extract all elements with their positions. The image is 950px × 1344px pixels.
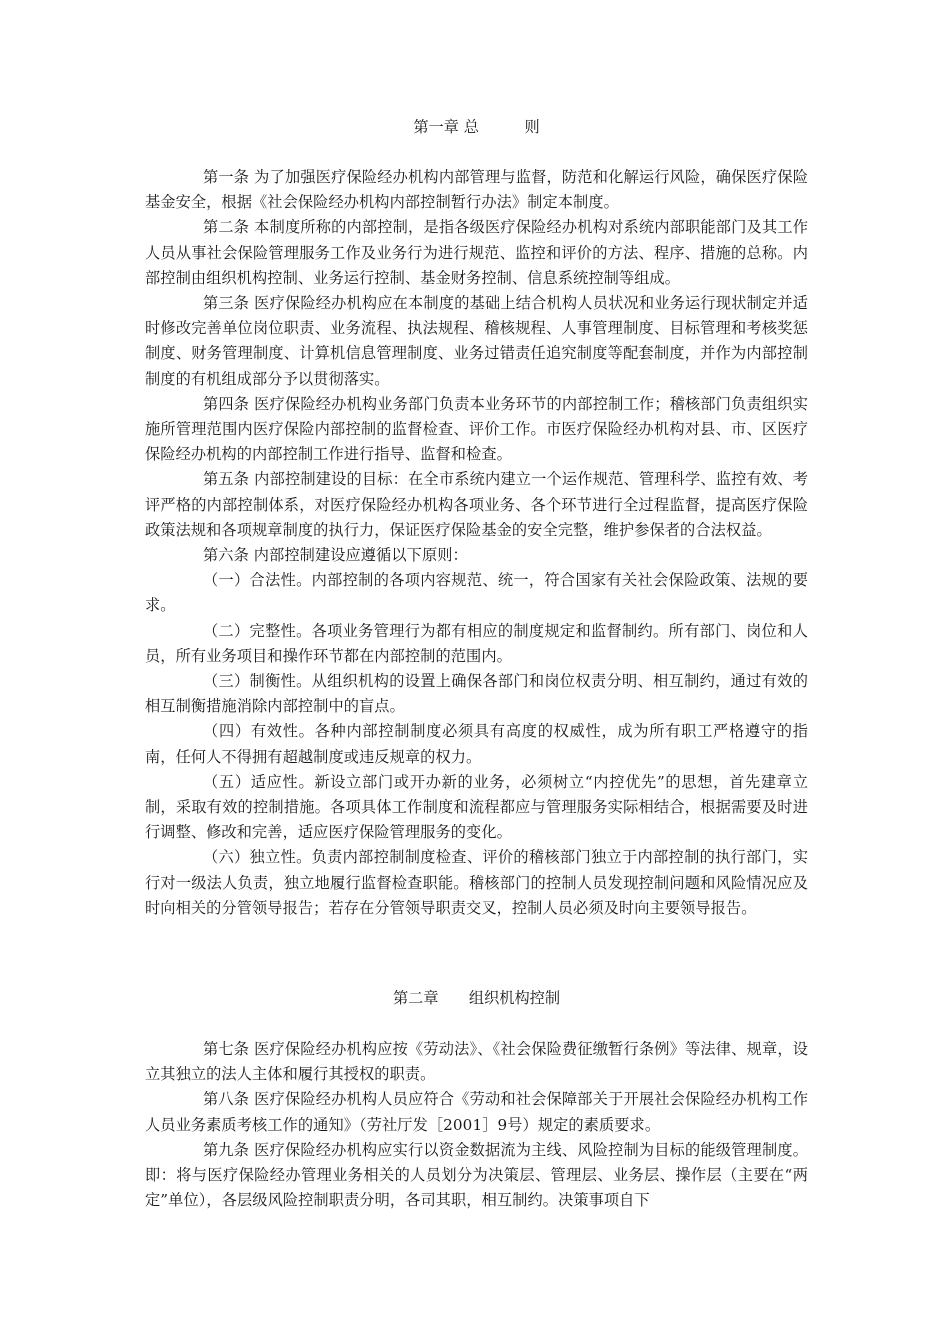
article-6: 第六条 内部控制建设应遵循以下原则： <box>203 546 468 565</box>
article-4: 第四条 医疗保险经办机构业务部门负责本业务环节的内部控制工作；稽核部门负责组织实施所管理范围内医疗保险内部控制的监督检查、评价工作。市医疗保险经办机构对县、市、区医疗保险经办机构的内部控制工作进行指导、监督和检查。 <box>145 394 808 464</box>
article-2: 第二条 本制度所称的内部控制，是指各级医疗保险经办机构对系统内部职能部门及其工作人员从事社会保险管理服务工作及业务行为进行规范、监控和评价的方法、程序、措施的总称。内部控制由组织机构控制、业务运行控制、基金财务控制、信息系统控制等组成。 <box>145 218 808 287</box>
chapter-2-title: 第二章 组织机构控制 <box>392 989 561 1007</box>
article-9: 第九条 医疗保险经办机构应实行以资金数据流为主线、风险控制为目标的能级管理制度。即：将与医疗保险经办管理业务相关的人员划分为决策层、管理层、业务层、操作层（主要在“两定”单位），各层级风险控制职责分明，各司其职，相互制约。决策事项自下 <box>145 1140 808 1210</box>
principle-5: （五）适应性。新设立部门或开办新的业务，必须树立“内控优先”的思想，首先建章立制，采取有效的控制措施。各项具体工作制度和流程都应与管理服务实际相结合，根据需要及时进行调整、修改和完善，适应医疗保险管理服务的变化。 <box>145 772 808 842</box>
article-8: 第八条 医疗保险经办机构人员应符合《劳动和社会保障部关于开展社会保险经办机构工作人员业务素质考核工作的通知》（劳社厅发［2001］9号）规定的素质要求。 <box>145 1090 808 1134</box>
chapter-1-title: 第一章 总 则 <box>413 118 540 136</box>
principle-4: （四）有效性。各种内部控制制度必须具有高度的权威性，成为所有职工严格遵守的指南，任何人不得拥有超越制度或违反规章的权力。 <box>145 722 808 766</box>
article-7: 第七条 医疗保险经办机构应按《劳动法》、《社会保险费征缴暂行条例》等法律、规章，设立其独立的法人主体和履行其授权的职责。 <box>145 1040 808 1084</box>
principle-2: （二）完整性。各项业务管理行为都有相应的制度规定和监督制约。所有部门、岗位和人员，所有业务项目和操作环节都在内部控制的范围内。 <box>145 621 808 665</box>
principle-1: （一）合法性。内部控制的各项内容规范、统一，符合国家有关社会保险政策、法规的要求。 <box>145 571 808 615</box>
chapter-2-body <box>145 1037 808 1213</box>
chapter-1-body <box>145 165 808 921</box>
principle-6: （六）独立性。负责内部控制制度检查、评价的稽核部门独立于内部控制的执行部门，实行对一级法人负责，独立地履行监督检查职能。稽核部门的控制人员发现控制问题和风险情况应及时向相关的分管领导报告；若存在分管领导职责交叉，控制人员必须及时向主要领导报告。 <box>145 848 808 917</box>
article-1: 第一条 为了加强医疗保险经办机构内部管理与监督，防范和化解运行风险，确保医疗保险基金安全，根据《社会保险经办机构内部控制暂行办法》制定本制度。 <box>145 168 808 212</box>
principle-3: （三）制衡性。从组织机构的设置上确保各部门和岗位权责分明、相互制约，通过有效的相互制衡措施消除内部控制中的盲点。 <box>145 672 808 716</box>
article-5: 第五条 内部控制建设的目标：在全市系统内建立一个运作规范、管理科学、监控有效、考评严格的内部控制体系，对医疗保险经办机构各项业务、各个环节进行全过程监督，提高医疗保险政策法规和各项规章制度的执行力，保证医疗保险基金的安全完整，维护参保者的合法权益。 <box>145 470 808 539</box>
article-3: 第三条 医疗保险经办机构应在本制度的基础上结合机构人员状况和业务运行现状制定并适时修改完善单位岗位职责、业务流程、执法规程、稽核规程、人事管理制度、目标管理和考核奖惩制度、财务管理制度、计算机信息管理制度、业务过错责任追究制度等配套制度，并作为内部控制制度的有机组成部分予以贯彻落实。 <box>145 294 808 388</box>
